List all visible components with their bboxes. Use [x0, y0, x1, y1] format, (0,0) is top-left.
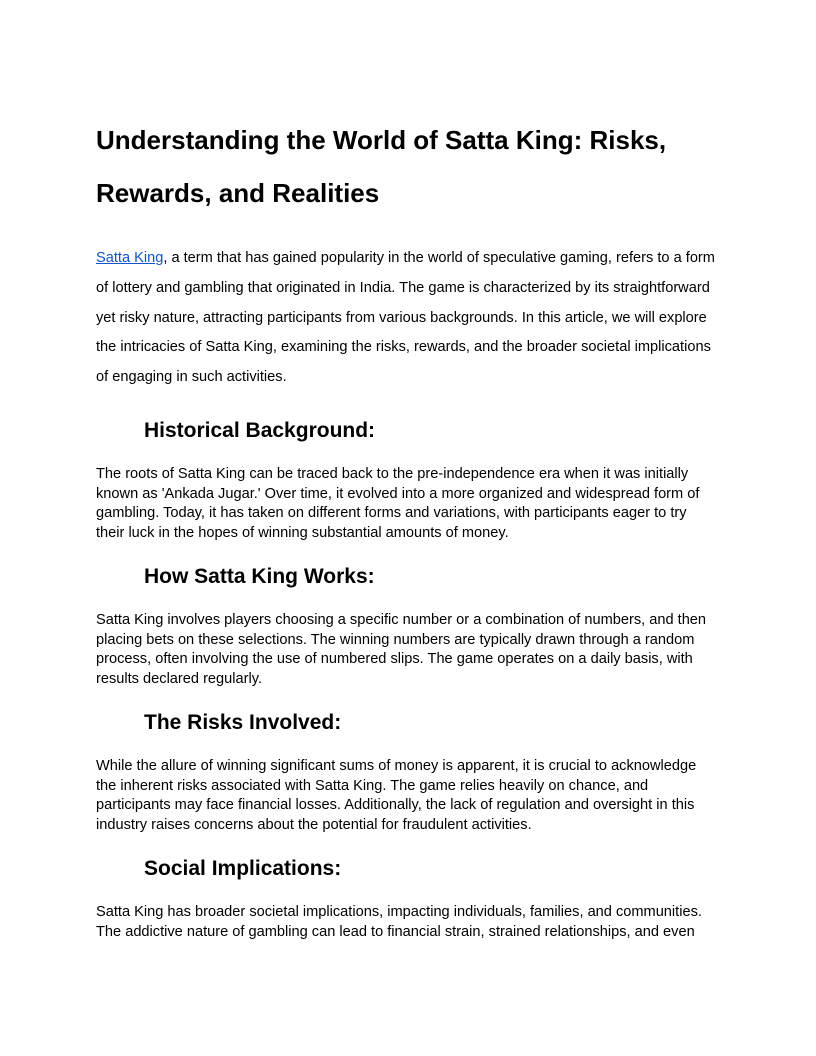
- section-body-historical-background: The roots of Satta King can be traced back to the pre-independence era when it was initially known as 'Ankada Jugar.' Over time, it evolved into a more organized and widespread form of gambling. Today, it has taken on different forms and variations, with participants eager to try their luck in the hopes of winning substantial amounts of money.: [96, 466, 700, 541]
- page-title: Understanding the World of Satta King: Risks, Rewards, and Realities: [96, 125, 667, 208]
- section-body-risks-involved: While the allure of winning significant sums of money is apparent, it is crucial to acknowledge the inherent risks associated with Satta King. The game relies heavily on chance, and participants may face financial losses. Additionally, the lack of regulation and oversight in this industry raises concerns about the potential for fraudulent activities.: [96, 758, 697, 833]
- section-body-social-implications: Satta King has broader societal implications, impacting individuals, families, and communities. The addictive nature of gambling can lead to financial strain, strained relationships, and even: [96, 904, 702, 940]
- section-heading-how-it-works: How Satta King Works:: [144, 565, 375, 588]
- intro-paragraph: [96, 244, 724, 393]
- section-body-how-it-works: Satta King involves players choosing a specific number or a combination of numbers, and then placing bets on these selections. The winning numbers are typically drawn through a random process, often involving the use of numbered slips. The game operates on a daily basis, with results declared regularly.: [96, 612, 707, 687]
- satta-king-link[interactable]: Satta King: [96, 250, 164, 266]
- section-heading-risks-involved: The Risks Involved:: [144, 711, 342, 734]
- intro-text: , a term that has gained popularity in the world of speculative gaming, refers to a form of lottery and gambling that originated in India. The game is characterized by its straightforward yet risky nature, attracting participants from various backgrounds. In this article, we will explore the intricacies of Satta King, examining the risks, rewards, and the broader societal implications of engaging in such activities.: [96, 250, 715, 386]
- section-heading-historical-background: Historical Background:: [144, 419, 376, 442]
- section-heading-social-implications: Social Implications:: [144, 857, 342, 880]
